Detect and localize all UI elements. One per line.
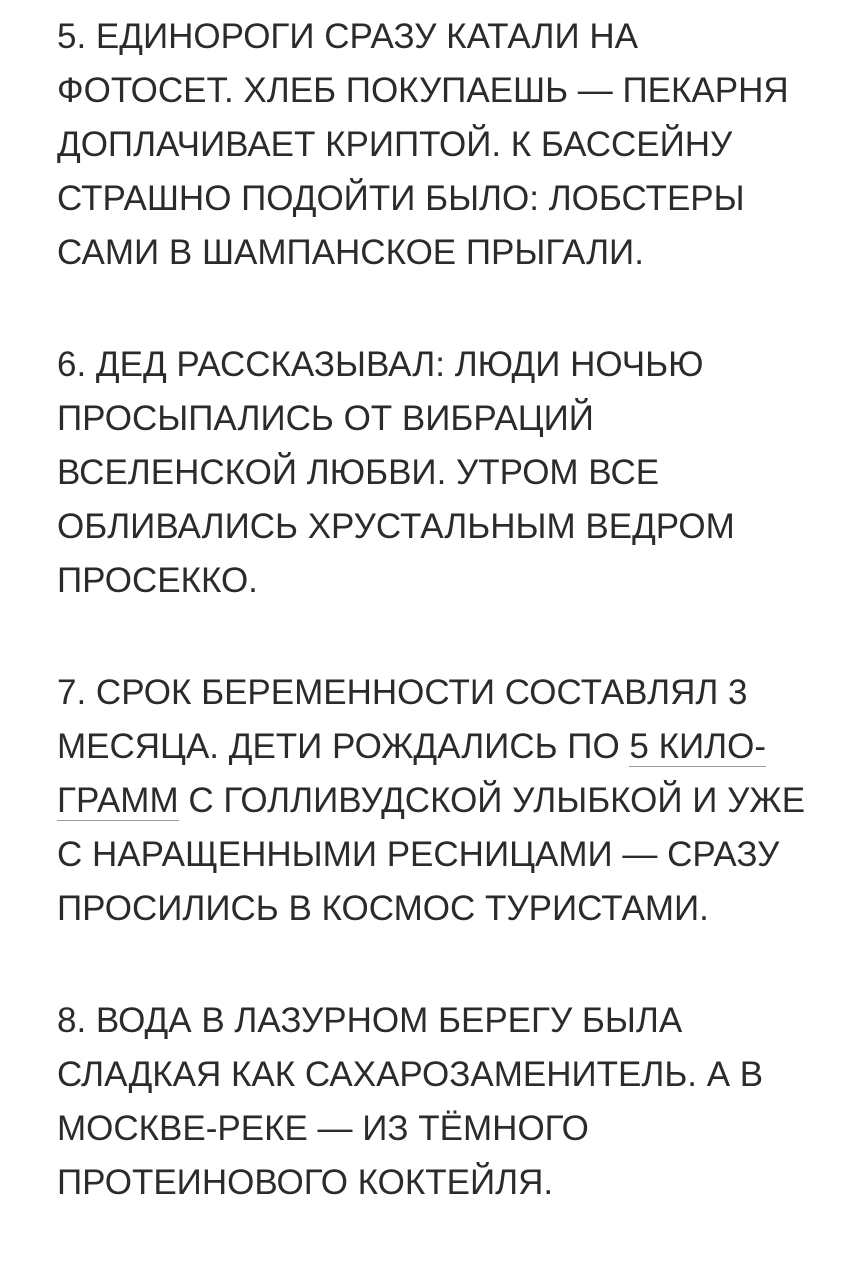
text-line: 8. ВОДА В ЛАЗУРНОМ БЕРЕГУ БЫЛА: [57, 1001, 683, 1040]
text-line: МОСКВЕ-РЕКЕ — ИЗ ТЁМНОГО: [57, 1109, 589, 1148]
weight-link[interactable]: 5 КИЛО-: [629, 727, 767, 766]
text-line: 5. ЕДИНОРОГИ СРАЗУ КАТАЛИ НА: [57, 17, 638, 56]
text-line-with-link: [57, 720, 847, 774]
paragraph-7: [57, 666, 847, 936]
text-segment: С ГОЛЛИВУДСКОЙ УЛЫБКОЙ И УЖЕ: [178, 781, 806, 820]
text-line: ПРОСЫПАЛИСЬ ОТ ВИБРАЦИЙ: [57, 399, 594, 438]
text-line: ПРОСЕККО.: [57, 561, 258, 600]
text-line: СТРАШНО ПОДОЙТИ БЫЛО: ЛОБСТЕРЫ: [57, 179, 745, 218]
text-line: ПРОТЕИНОВОГО КОКТЕЙЛЯ.: [57, 1163, 554, 1202]
text-line-with-link: [57, 774, 847, 828]
text-segment: МЕСЯЦА. ДЕТИ РОЖДАЛИСЬ ПО: [57, 727, 630, 766]
text-line: СЛАДКАЯ КАК САХАРОЗАМЕНИТЕЛЬ. А В: [57, 1055, 764, 1094]
text-line: ОБЛИВАЛИСЬ ХРУСТАЛЬНЫМ ВЕДРОМ: [57, 507, 735, 546]
paragraph-8: [57, 994, 847, 1210]
text-line: ДОПЛАЧИВАЕТ КРИПТОЙ. К БАССЕЙНУ: [57, 125, 733, 164]
text-line: С НАРАЩЕННЫМИ РЕСНИЦАМИ — СРАЗУ: [57, 835, 780, 874]
text-line: САМИ В ШАМПАНСКОЕ ПРЫГАЛИ.: [57, 233, 644, 272]
text-line: 7. СРОК БЕРЕМЕННОСТИ СОСТАВЛЯЛ 3: [57, 673, 748, 712]
weight-link-continued[interactable]: ГРАММ: [57, 781, 179, 820]
paragraph-5: [57, 10, 847, 280]
text-line: ВСЕЛЕНСКОЙ ЛЮБВИ. УТРОМ ВСЕ: [57, 453, 660, 492]
paragraph-6: [57, 338, 847, 608]
text-line: ПРОСИЛИСЬ В КОСМОС ТУРИСТАМИ.: [57, 889, 709, 928]
article-body: [57, 10, 847, 1268]
text-line: ФОТОСЕТ. ХЛЕБ ПОКУПАЕШЬ — ПЕКАРНЯ: [57, 71, 789, 110]
text-line: 6. ДЕД РАССКАЗЫВАЛ: ЛЮДИ НОЧЬЮ: [57, 345, 704, 384]
